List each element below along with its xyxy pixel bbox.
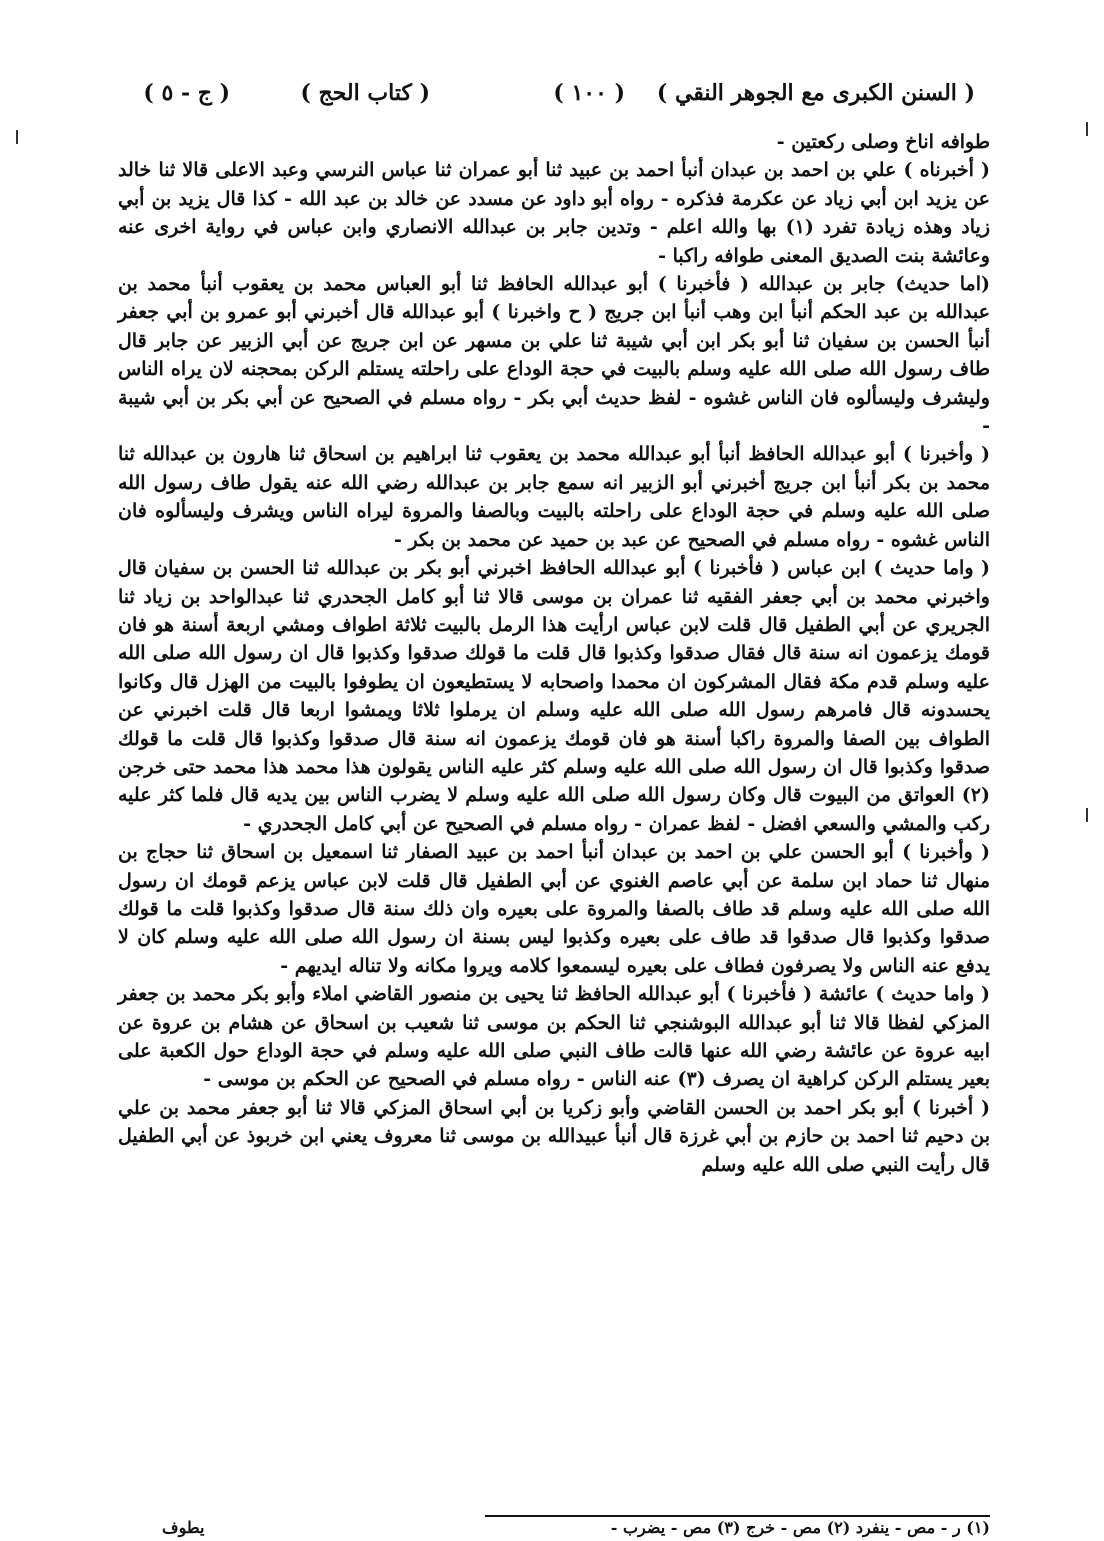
header-title: ( السنن الكبرى مع الجوهر النقي ) (656, 80, 975, 106)
paragraph-4: ( وأخبرنا ) أبو عبدالله الحافظ أنبأ أبو عبدالله محمد بن يعقوب ثنا ابراهيم بن اسحاق ثنا هارون بن عبدالله ثنا محمد بن بكر أنبأ ابن جريج أخبرني أبو الزبير انه سمع جابر بن عبدالله رضي الله عنه يقول طاف رسول الله صلى الله عليه وسلم في حجة الوداع على راحلته بالبيت وبالصفا والمروة ليراه الناس ويشرف وليسألوه فان الناس غشوه - رواه مسلم في الصحيح عن عبد بن حميد عن محمد بن بكر - (118, 443, 990, 551)
footnote-divider (485, 1515, 990, 1517)
paragraph-8: ( أخبرنا ) أبو بكر احمد بن الحسن القاضي وأبو زكريا بن أبي اسحاق المزكي قالا ثنا أبو جعفر محمد بن علي بن دحيم ثنا احمد بن حازم بن أبي غرزة قال أنبأ عبيدالله بن موسى ثنا معروف يعني ابن خربوذ عن أبي الطفيل قال رأيت النبي صلى الله عليه وسلم (118, 1096, 990, 1176)
paragraph-2: ( أخبرناه ) علي بن احمد بن عبدان أنبأ احمد بن عبيد ثنا أبو عمران ثنا عباس النرسي وعبد الاعلى قالا ثنا خالد عن يزيد ابن أبي زياد عن عكرمة فذكره - رواه أبو داود عن مسدد عن خالد بن عبد الله - كذا قال يزيد بن أبي زياد وهذه زيادة تفرد (١) بها والله اعلم - وتدين جابر بن عبدالله الانصاري وابن عباس في رواية اخرى عنه وعائشة بنت الصديق المعنى طوافه راكبا - (118, 159, 991, 267)
paragraph-1: طوافه اناخ وصلى ركعتين - (776, 131, 990, 153)
header-volume: ( ج - ٥ ) (143, 80, 230, 106)
footnotes: (١) ر - مص - ينفرد (٢) مص - خرج (٣) مص - يضرب - (610, 1518, 990, 1537)
paragraph-3: (اما حديث) جابر بن عبدالله ( فأخبرنا ) أبو عبدالله الحافظ ثنا أبو العباس محمد بن يعقوب أنبأ محمد بن عبدالله بن عبد الحكم أنبأ ابن وهب أنبأ ابن جريج ( ح واخبرنا ) أبو عبدالله قال أخبرني أبو عمرو بن أبي جعفر أنبأ الحسن بن سفيان ثنا أبو بكر ابن أبي شيبة ثنا علي بن مسهر عن ابن جريج عن أبي الزبير عن جابر قال طاف رسول الله صلى الله عليه وسلم بالبيت في حجة الوداع على راحلته يستلم الركن بمحجنه لان يراه الناس وليشرف وليسألوه فان الناس غشوه - لفظ حديث أبي بكر - رواه مسلم في الصحيح عن أبي بكر بن أبي شيبة - (118, 273, 990, 438)
catchword: يطوف (162, 1518, 205, 1537)
margin-tick (1086, 808, 1088, 822)
main-text (118, 128, 990, 1179)
header-book: ( كتاب الحج ) (300, 80, 430, 106)
margin-tick (16, 130, 18, 144)
margin-tick (1086, 122, 1088, 136)
paragraph-6: ( وأخبرنا ) أبو الحسن علي بن احمد بن عبدان أنبأ احمد بن عبيد الصفار ثنا اسمعيل بن اسحاق ثنا حجاج بن منهال ثنا حماد ابن سلمة عن أبي عاصم الغنوي عن أبي الطفيل قال قلت لابن عباس يزعم قومك ان رسول الله صلى الله عليه وسلم قد طاف بالصفا والمروة على بعيره وان ذلك سنة قال صدقوا وكذبوا قلت ما قولك صدقوا وكذبوا قال صدقوا قد طاف على بعيره وكذبوا ليس بسنة ان رسول الله صلى الله عليه وسلم كان لا يدفع عنه الناس ولا يصرفون فطاف على بعيره ليسمعوا كلامه ويروا مكانه ولا تناله ايديهم - (118, 841, 990, 977)
running-header (135, 74, 975, 118)
page-number: ( ١٠٠ ) (553, 80, 625, 106)
paragraph-5: ( واما حديث ) ابن عباس ( فأخبرنا ) أبو عبدالله الحافظ اخبرني أبو بكر بن عبدالله ثنا الحسن بن سفيان قال واخبرني محمد بن أبي جعفر الفقيه ثنا عمران بن موسى قالا ثنا أبو كامل الجحدري ثنا عبدالواحد بن زياد ثنا الجريري عن أبي الطفيل قال قلت لابن عباس ارأيت هذا الرمل بالبيت ثلاثة اطواف ومشي اربعة أسنة هو فان قومك يزعمون انه سنة قال فقال صدقوا وكذبوا قال قلت ما قولك صدقوا وكذبوا قال ان رسول الله صلى الله عليه وسلم قدم مكة فقال المشركون ان محمدا واصحابه لا يستطيعون ان يطوفوا بالبيت من الهزل قال وكانوا يحسدونه قال فامرهم رسول الله صلى الله عليه وسلم ان يرملوا ثلاثا ويمشوا اربعا قال قلت اخبرني عن الطواف بين الصفا والمروة راكبا أسنة هو فان قومك يزعمون انه سنة قال صدقوا وكذبوا قال قلت ما قولك صدقوا وكذبوا قال ان رسول الله صلى الله عليه وسلم كثر عليه الناس يقولون هذا محمد هذا محمد حتى خرجن (٢) العواتق من البيوت قال وكان رسول الله صلى الله عليه وسلم لا يضرب الناس بين يديه قال فلما كثر عليه ركب والمشي والسعي افضل - لفظ عمران - رواه مسلم في الصحيح عن أبي كامل الجحدري - (118, 557, 990, 835)
paragraph-7: ( واما حديث ) عائشة ( فأخبرنا ) أبو عبدالله الحافظ ثنا يحيى بن منصور القاضي املاء وأبو بكر محمد بن جعفر المزكي لفظا قالا ثنا أبو عبدالله البوشنجي ثنا الحكم بن موسى ثنا شعيب بن اسحاق عن هشام بن عروة عن ابيه عروة عن عائشة رضي الله عنها قالت طاف النبي صلى الله عليه وسلم في حجة الوداع حول الكعبة على بعير يستلم الركن كراهية ان يصرف (٣) عنه الناس - رواه مسلم في الصحيح عن الحكم بن موسى - (118, 983, 990, 1091)
